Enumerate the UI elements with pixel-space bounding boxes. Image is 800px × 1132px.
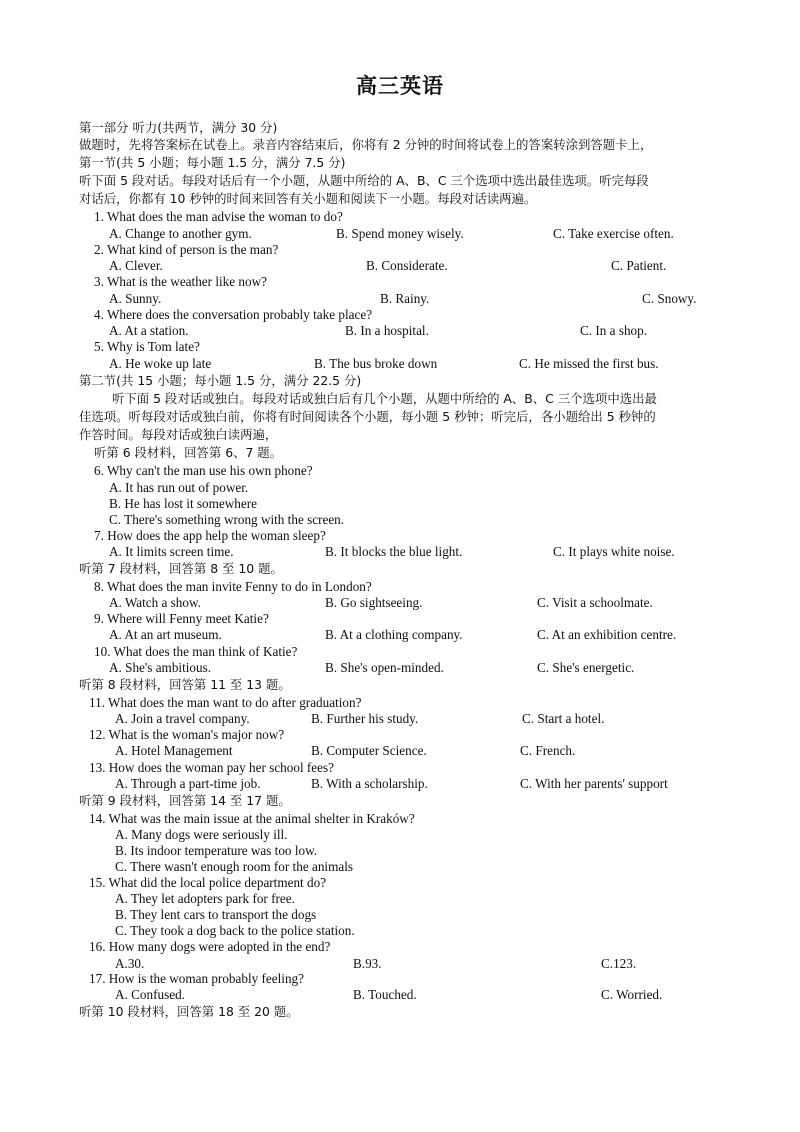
option-c: C. Worried.	[601, 987, 663, 1002]
option-a: A. She's ambitious.	[109, 660, 212, 675]
question-stem: 6. Why can't the man use his own phone?	[94, 463, 313, 478]
option-a: A. Hotel Management	[115, 743, 233, 758]
option-c: C. Patient.	[611, 258, 667, 273]
material-heading: 听第 7 段材料，回答第 8 至 10 题。	[79, 561, 283, 576]
section1-instruction-1: 听下面 5 段对话。每段对话后有一个小题，从题中所给的 A、B、C 三个选项中选出最佳选项。听完每段	[79, 173, 649, 188]
part1-heading: 第一部分 听力(共两节，满分 30 分)	[79, 120, 278, 135]
part1-instruction: 做题时，先将答案标在试卷上。录音内容结束后，你将有 2 分钟的时间将试卷上的答案转涂到答题卡上，	[79, 137, 653, 152]
section2-instruction-3: 作答时间。每段对话或独白读两遍，	[79, 427, 278, 442]
option-c: C. In a shop.	[580, 323, 648, 338]
option-c: C. French.	[520, 743, 576, 758]
option-b: B. Computer Science.	[311, 743, 427, 758]
question-stem: 3. What is the weather like now?	[94, 274, 267, 289]
question-stem: 1. What does the man advise the woman to do?	[94, 209, 343, 224]
material-heading: 听第 9 段材料，回答第 14 至 17 题。	[79, 793, 291, 808]
option-a: A. It limits screen time.	[109, 544, 234, 559]
option-a: A. He woke up late	[109, 356, 212, 371]
question-stem: 5. Why is Tom late?	[94, 339, 200, 354]
option-c: C. With her parents' support	[520, 776, 668, 791]
option-a: A. Many dogs were seriously ill.	[115, 827, 288, 842]
question-stem: 14. What was the main issue at the animal shelter in Kraków?	[89, 811, 415, 826]
option-b: B.93.	[353, 956, 382, 971]
option-c: C. She's energetic.	[537, 660, 635, 675]
section1-instruction-2: 对话后，你都有 10 秒钟的时间来回答有关小题和阅读下一小题。每段对话读两遍。	[79, 191, 537, 206]
page-title: 高三英语	[356, 74, 444, 98]
question-stem: 16. How many dogs were adopted in the end?	[89, 939, 331, 954]
option-a: A. Through a part-time job.	[115, 776, 261, 791]
option-b: B. Its indoor temperature was too low.	[115, 843, 318, 858]
question-stem: 11. What does the man want to do after graduation?	[89, 695, 362, 710]
section2-heading: 第二节(共 15 小题；每小题 1.5 分，满分 22.5 分)	[79, 373, 362, 388]
section2-instruction-1: 听下面 5 段对话或独白。每段对话或独白后有几个小题，从题中所给的 A、B、C 三个选项中选出最	[112, 391, 657, 406]
material-heading: 听第 10 段材料，回答第 18 至 20 题。	[79, 1004, 299, 1019]
option-c: C. There wasn't enough room for the animals	[115, 859, 353, 874]
question-stem: 9. Where will Fenny meet Katie?	[94, 611, 269, 626]
option-a: A. At an art museum.	[109, 627, 222, 642]
option-a: A. Sunny.	[109, 291, 162, 306]
option-c: C. Visit a schoolmate.	[537, 595, 653, 610]
option-b: B. With a scholarship.	[311, 776, 428, 791]
question-stem: 10. What does the man think of Katie?	[94, 644, 298, 659]
question-stem: 17. How is the woman probably feeling?	[89, 971, 304, 986]
material-heading: 听第 6 段材料，回答第 6、7 题。	[94, 445, 283, 460]
option-a: A. Confused.	[115, 987, 185, 1002]
option-b: B. Considerate.	[366, 258, 448, 273]
option-b: B. Spend money wisely.	[336, 226, 464, 241]
option-a: A.30.	[115, 956, 145, 971]
option-c: C. He missed the first bus.	[519, 356, 659, 371]
option-c: C.123.	[601, 956, 637, 971]
question-stem: 13. How does the woman pay her school fees?	[89, 760, 334, 775]
option-c: C. There's something wrong with the screen.	[109, 512, 345, 527]
option-a: A. Join a travel company.	[115, 711, 250, 726]
option-b: B. She's open-minded.	[325, 660, 444, 675]
question-stem: 12. What is the woman's major now?	[89, 727, 285, 742]
option-b: B. At a clothing company.	[325, 627, 463, 642]
option-b: B. He has lost it somewhere	[109, 496, 257, 511]
option-b: B. It blocks the blue light.	[325, 544, 463, 559]
option-a: A. They let adopters park for free.	[115, 891, 295, 906]
question-stem: 2. What kind of person is the man?	[94, 242, 279, 257]
option-c: C. They took a dog back to the police station.	[115, 923, 355, 938]
option-b: B. Rainy.	[380, 291, 430, 306]
option-a: A. Watch a show.	[109, 595, 201, 610]
option-b: B. They lent cars to transport the dogs	[115, 907, 317, 922]
option-c: C. Snowy.	[642, 291, 697, 306]
option-a: A. Clever.	[109, 258, 163, 273]
option-c: C. It plays white noise.	[553, 544, 675, 559]
option-a: A. It has run out of power.	[109, 480, 249, 495]
option-a: A. Change to another gym.	[109, 226, 252, 241]
section2-instruction-2: 佳选项。听每段对话或独白前，你将有时间阅读各个小题，每小题 5 秒钟；听完后，各小题给出 5 秒钟的	[79, 409, 656, 424]
material-heading: 听第 8 段材料，回答第 11 至 13 题。	[79, 677, 291, 692]
option-b: B. In a hospital.	[345, 323, 429, 338]
option-a: A. At a station.	[109, 323, 189, 338]
option-c: C. At an exhibition centre.	[537, 627, 677, 642]
question-stem: 4. Where does the conversation probably take place?	[94, 307, 373, 322]
option-b: B. Further his study.	[311, 711, 419, 726]
question-stem: 8. What does the man invite Fenny to do in London?	[94, 579, 372, 594]
option-b: B. The bus broke down	[314, 356, 438, 371]
question-stem: 15. What did the local police department do?	[89, 875, 327, 890]
option-b: B. Touched.	[353, 987, 417, 1002]
option-c: C. Start a hotel.	[522, 711, 605, 726]
option-b: B. Go sightseeing.	[325, 595, 423, 610]
section1-heading: 第一节(共 5 小题；每小题 1.5 分，满分 7.5 分)	[79, 155, 346, 170]
question-stem: 7. How does the app help the woman sleep?	[94, 528, 326, 543]
option-c: C. Take exercise often.	[553, 226, 674, 241]
